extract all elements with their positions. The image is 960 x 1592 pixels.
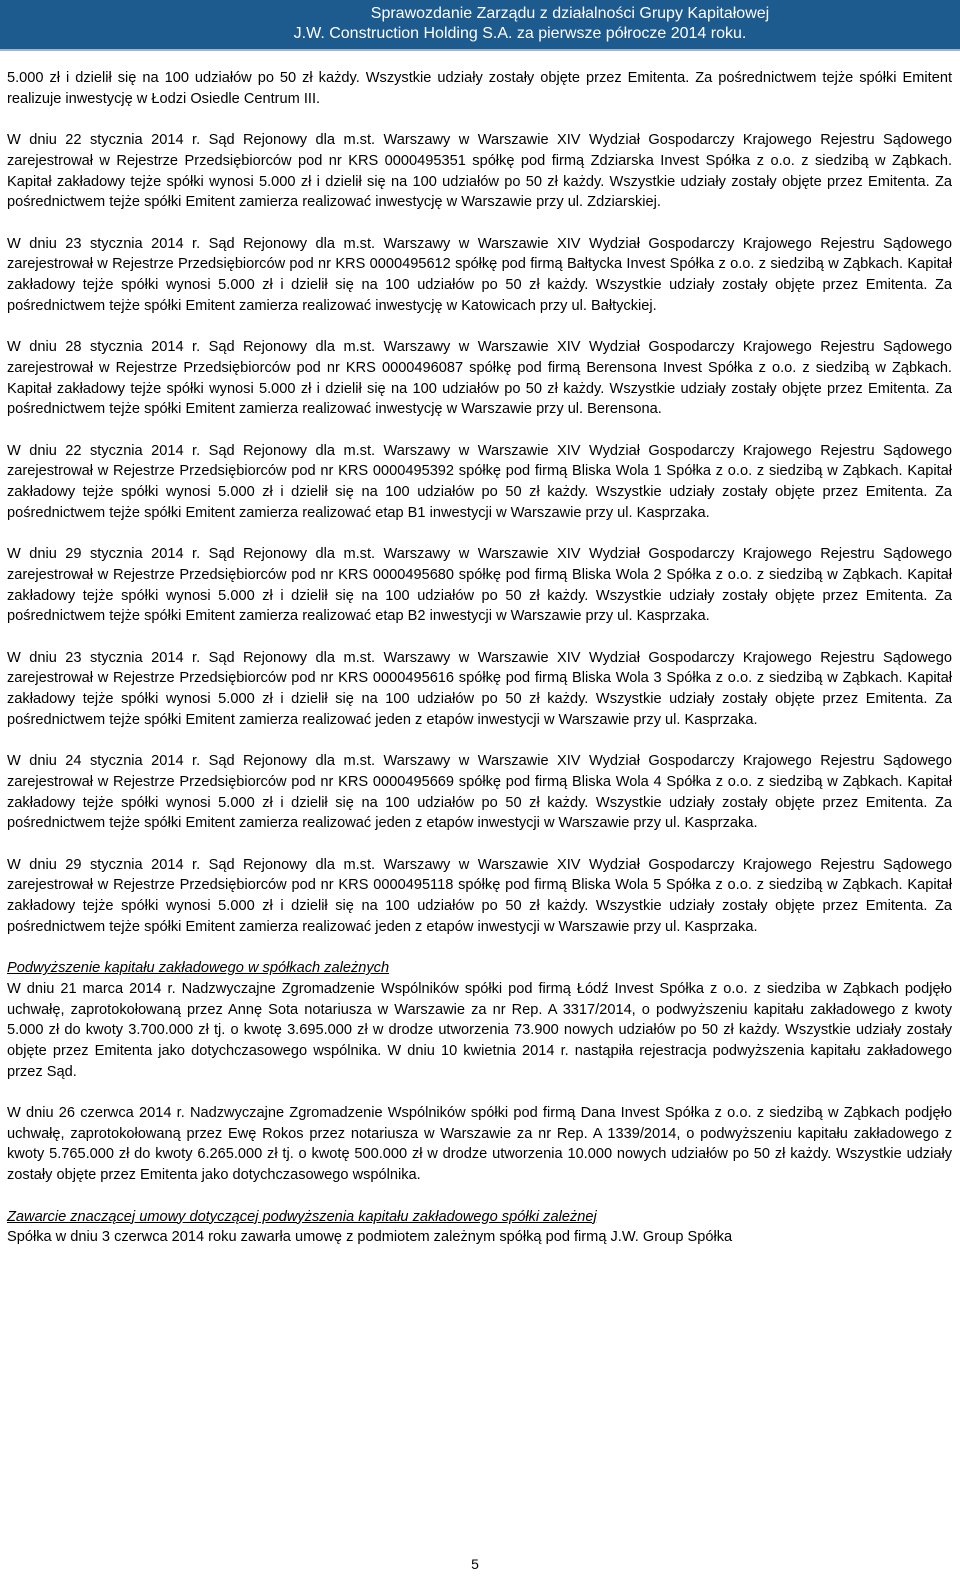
header-divider xyxy=(0,49,960,51)
page-number: 5 xyxy=(471,1556,479,1572)
paragraph-bliska-wola-3: W dniu 23 stycznia 2014 r. Sąd Rejonowy dla m.st. Warszawy w Warszawie XIV Wydział Gospodarczy Krajowego Rejestru Sądowego zarejestrował w Rejestrze Przedsiębiorców pod nr KRS 0000495616 spółkę pod firmą Bliska Wola 3 Spółka z o.o. z siedzibą w Ząbkach. Kapitał zakładowy tejże spółki wynosi 5.000 zł i dzielił się na 100 udziałów po 50 zł każdy. Wszystkie udziały zostały objęte przez Emitenta. Za pośrednictwem tejże spółki Emitent zamierza realizować jeden z etapów inwestycji w Warszawie przy ul. Kasprzaka. xyxy=(7,649,952,728)
paragraph-bliska-wola-4: W dniu 24 stycznia 2014 r. Sąd Rejonowy dla m.st. Warszawy w Warszawie XIV Wydział Gospodarczy Krajowego Rejestru Sądowego zarejestrował w Rejestrze Przedsiębiorców pod nr KRS 0000495669 spółkę pod firmą Bliska Wola 4 Spółka z o.o. z siedzibą w Ząbkach. Kapitał zakładowy tejże spółki wynosi 5.000 zł i dzielił się na 100 udziałów po 50 zł każdy. Wszystkie udziały zostały objęte przez Emitenta. Za pośrednictwem tejże spółki Emitent zamierza realizować jeden z etapów inwestycji w Warszawie przy ul. Kasprzaka. xyxy=(7,753,952,832)
report-header xyxy=(0,0,960,49)
paragraph-zdziarska-invest: W dniu 22 stycznia 2014 r. Sąd Rejonowy dla m.st. Warszawy w Warszawie XIV Wydział Gospodarczy Krajowego Rejestru Sądowego zarejestrował w Rejestrze Przedsiębiorców pod nr KRS 0000495351 spółkę pod firmą Zdziarska Invest Spółka z o.o. z siedzibą w Ząbkach. Kapitał zakładowy tejże spółki wynosi 5.000 zł i dzielił się na 100 udziałów po 50 zł każdy. Wszystkie udziały zostały objęte przez Emitenta. Za pośrednictwem tejże spółki Emitent zamierza realizować inwestycję w Warszawie przy ul. Zdziarskiej. xyxy=(7,132,952,211)
paragraph-berensona-invest: W dniu 28 stycznia 2014 r. Sąd Rejonowy dla m.st. Warszawy w Warszawie XIV Wydział Gospodarczy Krajowego Rejestru Sądowego zarejestrował w Rejestrze Przedsiębiorców pod nr KRS 0000496087 spółkę pod firmą Berensona Invest Spółka z o.o. z siedzibą w Ząbkach. Kapitał zakładowy tejże spółki wynosi 5.000 zł i dzielił się na 100 udziałów po 50 zł każdy. Wszystkie udziały zostały objęte przez Emitenta. Za pośrednictwem tejże spółki Emitent zamierza realizować inwestycję w Warszawie przy ul. Berensona. xyxy=(7,339,952,418)
header-title-line-1: Sprawozdanie Zarządu z działalności Grupy Kapitałowej xyxy=(370,5,770,22)
header-title-line-2: J.W. Construction Holding S.A. za pierwsze półrocze 2014 roku. xyxy=(293,25,747,42)
paragraph-continuation: 5.000 zł i dzielił się na 100 udziałów po 50 zł każdy. Wszystkie udziały zostały objęte przez Emitenta. Za pośrednictwem tejże spółki Emitent realizuje inwestycję w Łodzi Osiedle Centrum III. xyxy=(7,70,952,107)
paragraph-dana-invest: W dniu 26 czerwca 2014 r. Nadzwyczajne Zgromadzenie Wspólników spółki pod firmą Dana Invest Spółka z o.o. z siedzibą w Ząbkach podjęło uchwałę, zaprotokołowaną przez Ewę Rokos przez notariusza w Warszawie za nr Rep. A 1339/2014, o podwyższeniu kapitału zakładowego z kwoty 5.765.000 zł do kwoty 6.265.000 zł tj. o kwotę 500.000 zł w drodze utworzenia 10.000 nowych udziałów po 50 zł każdy. Wszystkie udziały zostały objęte przez Emitenta jako dotychczasowego wspólnika. xyxy=(7,1105,952,1184)
section-heading-capital-increase: Podwyższenie kapitału zakładowego w spółkach zależnych xyxy=(7,960,390,977)
paragraph-bliska-wola-5: W dniu 29 stycznia 2014 r. Sąd Rejonowy dla m.st. Warszawy w Warszawie XIV Wydział Gospodarczy Krajowego Rejestru Sądowego zarejestrował w Rejestrze Przedsiębiorców pod nr KRS 0000495118 spółkę pod firmą Bliska Wola 5 Spółka z o.o. z siedzibą w Ząbkach. Kapitał zakładowy tejże spółki wynosi 5.000 zł i dzielił się na 100 udziałów po 50 zł każdy. Wszystkie udziały zostały objęte przez Emitenta. Za pośrednictwem tejże spółki Emitent zamierza realizować jeden z etapów inwestycji w Warszawie przy ul. Kasprzaka. xyxy=(7,856,952,935)
paragraph-bliska-wola-1: W dniu 22 stycznia 2014 r. Sąd Rejonowy dla m.st. Warszawy w Warszawie XIV Wydział Gospodarczy Krajowego Rejestru Sądowego zarejestrował w Rejestrze Przedsiębiorców pod nr KRS 0000495392 spółkę pod firmą Bliska Wola 1 Spółka z o.o. z siedzibą w Ząbkach. Kapitał zakładowy tejże spółki wynosi 5.000 zł i dzielił się na 100 udziałów po 50 zł każdy. Wszystkie udziały zostały objęte przez Emitenta. Za pośrednictwem tejże spółki Emitent zamierza realizować etap B1 inwestycji w Warszawie przy ul. Kasprzaka. xyxy=(7,442,952,521)
paragraph-baltycka-invest: W dniu 23 stycznia 2014 r. Sąd Rejonowy dla m.st. Warszawy w Warszawie XIV Wydział Gospodarczy Krajowego Rejestru Sądowego zarejestrował w Rejestrze Przedsiębiorców pod nr KRS 0000495612 spółkę pod firmą Bałtycka Invest Spółka z o.o. z siedzibą w Ząbkach. Kapitał zakładowy tejże spółki wynosi 5.000 zł i dzielił się na 100 udziałów po 50 zł każdy. Wszystkie udziały zostały objęte przez Emitenta. Za pośrednictwem tejże spółki Emitent zamierza realizować inwestycję w Katowicach przy ul. Bałtyckiej. xyxy=(7,235,952,314)
section-heading-agreement: Zawarcie znaczącej umowy dotyczącej podwyższenia kapitału zakładowego spółki zależnej xyxy=(7,1208,597,1225)
paragraph-bliska-wola-2: W dniu 29 stycznia 2014 r. Sąd Rejonowy dla m.st. Warszawy w Warszawie XIV Wydział Gospodarczy Krajowego Rejestru Sądowego zarejestrował w Rejestrze Przedsiębiorców pod nr KRS 0000495680 spółkę pod firmą Bliska Wola 2 Spółka z o.o. z siedzibą w Ząbkach. Kapitał zakładowy tejże spółki wynosi 5.000 zł i dzielił się na 100 udziałów po 50 zł każdy. Wszystkie udziały zostały objęte przez Emitenta. Za pośrednictwem tejże spółki Emitent zamierza realizować etap B2 inwestycji w Warszawie przy ul. Kasprzaka. xyxy=(7,546,952,625)
paragraph-agreement: Spółka w dniu 3 czerwca 2014 roku zawarła umowę z podmiotem zależnym spółką pod firmą J.W. Group Spółka xyxy=(7,1229,733,1246)
paragraph-lodz-invest: W dniu 21 marca 2014 r. Nadzwyczajne Zgromadzenie Wspólników spółki pod firmą Łódź Invest Spółka z o.o. z siedziba w Ząbkach podjęło uchwałę, zaprotokołowaną przez Annę Sota notariusza w Warszawie za nr Rep. A 3317/2014, o podwyższeniu kapitału zakładowego z kwoty 5.000 zł do kwoty 3.700.000 zł tj. o kwotę 3.695.000 zł w drodze utworzenia 73.900 nowych udziałów po 50 zł każdy. Wszystkie udziały zostały objęte przez Emitenta jako dotychczasowego wspólnika. W dniu 10 kwietnia 2014 r. nastąpiła rejestracja podwyższenia kapitału zakładowego przez Sąd. xyxy=(7,980,952,1080)
document-body xyxy=(7,68,952,1248)
